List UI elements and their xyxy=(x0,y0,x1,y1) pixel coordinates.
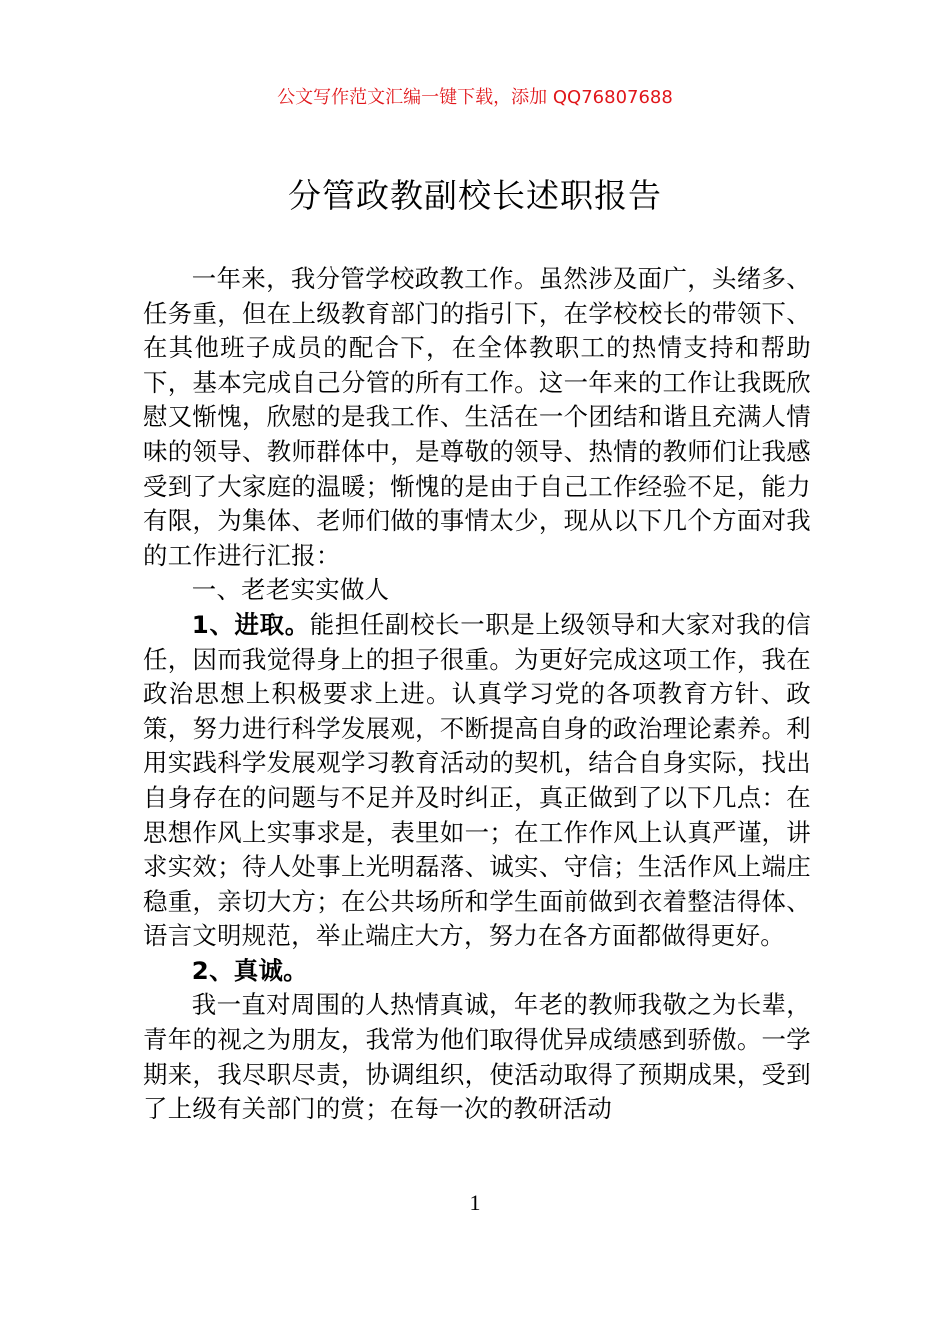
subheading-sincerity: 2、真诚。 xyxy=(191,955,308,985)
paragraph-text: 能担任副校长一职是上级领导和大家对我的信任，因而我觉得身上的担子很重。为更好完成这项工作，我在政治思想上积极要求上进。认真学习党的各项教育方针、政策，努力进行科学发展观，不断提高自身的政治理论素养。利用实践科学发展观学习教育活动的契机，结合自身实际，找出自身存在的问题与不足并及时纠正，真正做到了以下几点：在思想作风上实事求是，表里如一；在工作作风上认真严谨，讲求实效；待人处事上光明磊落、诚实、守信；生活作风上端庄稳重，亲切大方；在公共场所和学生面前做到衣着整洁得体、语言文明规范，举止端庄大方，努力在各方面都做得更好。 xyxy=(143,609,811,951)
subheading-sincerity-line xyxy=(143,954,811,989)
subheading-progress: 1、进取。 xyxy=(191,609,310,639)
paragraph-text: 我一直对周围的人热情真诚，年老的教师我敬之为长辈，青年的视之为朋友，我常为他们取得优异成绩感到骄傲。一学期来，我尽职尽责，协调组织，使活动取得了预期成果，受到了上级有关部门的赏；在每一次的教研活动 xyxy=(143,990,811,1124)
document-body xyxy=(143,262,811,1127)
paragraph-text: 一年来，我分管学校政教工作。虽然涉及面广，头绪多、任务重，但在上级教育部门的指引下，在学校校长的带领下、在其他班子成员的配合下，在全体教职工的热情支持和帮助下，基本完成自己分管的所有工作。这一年来的工作让我既欣慰又惭愧，欣慰的是我工作、生活在一个团结和谐且充满人情味的领导、教师群体中，是尊敬的领导、热情的教师们让我感受到了大家庭的温暖；惭愧的是由于自己工作经验不足，能力有限，为集体、老师们做的事情太少，现从以下几个方面对我的工作进行汇报： xyxy=(143,264,811,570)
page-number: 1 xyxy=(469,1190,481,1215)
paragraph-intro xyxy=(143,262,811,573)
paragraph-progress xyxy=(143,608,811,954)
section-heading-text: 一、老老实实做人 xyxy=(191,575,390,605)
document-title: 分管政教副校长述职报告 xyxy=(288,176,662,215)
section-heading-1 xyxy=(143,573,811,608)
download-banner: 公文写作范文汇编一键下载，添加 QQ76807688 xyxy=(277,87,673,108)
paragraph-sincerity xyxy=(143,988,811,1126)
